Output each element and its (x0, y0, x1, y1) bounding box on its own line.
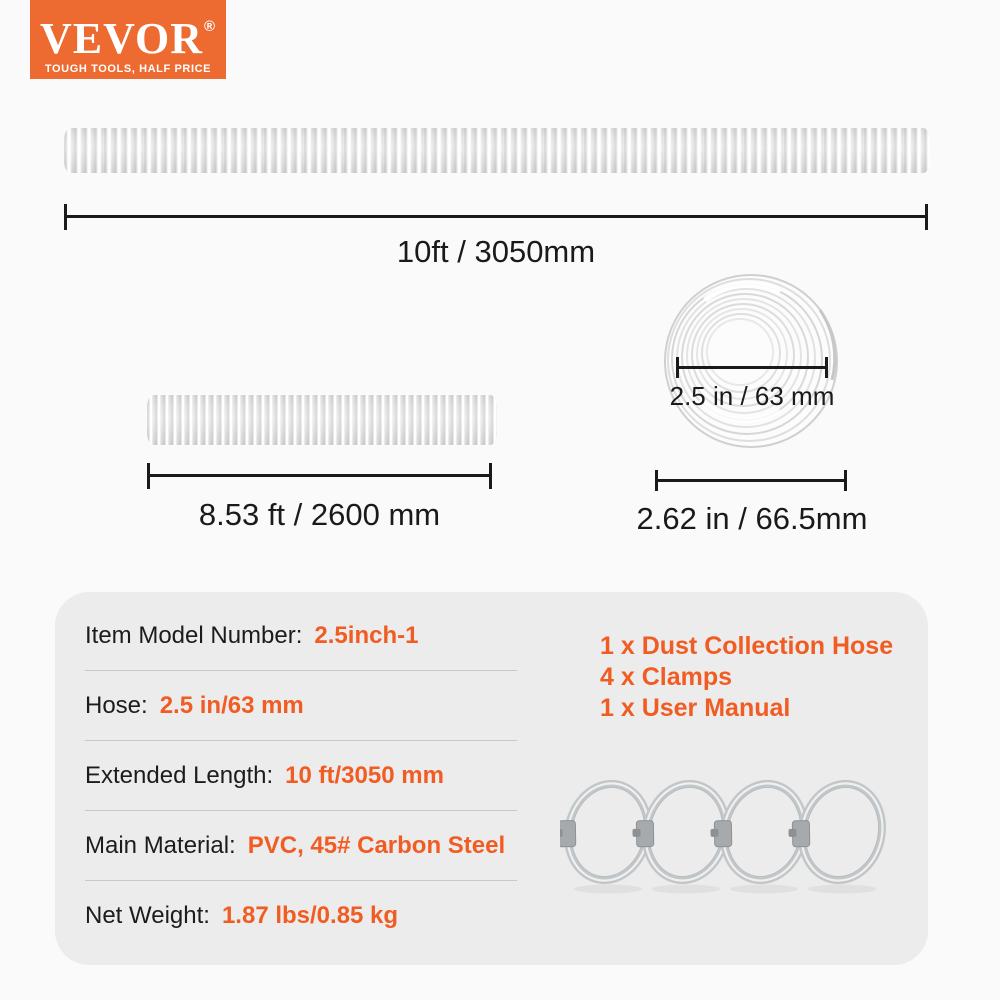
long-hose-dimension-label: 10ft / 3050mm (396, 234, 596, 269)
spec-label: Hose: (85, 691, 148, 719)
coil-inner-dimension-line (676, 366, 828, 369)
brand-name-text: VEVOR (39, 13, 203, 63)
short-hose-image (147, 395, 497, 445)
spec-value: 10 ft/3050 mm (285, 761, 444, 789)
vevor-logo (30, 0, 226, 79)
coil-inner-dimension-label: 2.5 in / 63 mm (669, 381, 835, 411)
package-item-manual: 1 x User Manual (600, 694, 791, 722)
clamps-image (560, 780, 890, 895)
spec-row-model-number (85, 601, 517, 671)
long-hose-image (64, 128, 930, 173)
short-hose-dimension-label: 8.53 ft / 2600 mm (198, 497, 441, 532)
spec-table (85, 601, 517, 950)
package-item-clamps: 4 x Clamps (600, 663, 733, 691)
spec-label: Item Model Number: (85, 621, 303, 649)
spec-label: Extended Length: (85, 761, 274, 789)
brand-name (39, 7, 217, 63)
spec-label: Main Material: (85, 831, 236, 859)
spec-row-hose (85, 671, 517, 741)
registered-trademark-icon: ® (203, 17, 217, 35)
coil-outer-dimension-line (655, 479, 847, 482)
spec-value: 2.5 in/63 mm (159, 691, 304, 719)
spec-row-net-weight (85, 881, 517, 950)
short-hose-dimension-line (147, 474, 492, 477)
brand-tagline: TOUGH TOOLS, HALF PRICE (44, 62, 212, 75)
spec-value: 2.5inch-1 (314, 621, 419, 649)
coil-outer-dimension-label: 2.62 in / 66.5mm (636, 501, 868, 536)
spec-label: Net Weight: (85, 901, 210, 929)
spec-value: PVC, 45# Carbon Steel (247, 831, 506, 859)
spec-row-extended-length (85, 741, 517, 811)
coiled-hose-image (660, 270, 842, 452)
long-hose-dimension-line (64, 215, 928, 218)
spec-panel (55, 592, 928, 965)
package-item-hose: 1 x Dust Collection Hose (600, 632, 894, 660)
spec-value: 1.87 lbs/0.85 kg (221, 901, 399, 929)
spec-row-main-material (85, 811, 517, 881)
package-contents-list (600, 631, 893, 724)
